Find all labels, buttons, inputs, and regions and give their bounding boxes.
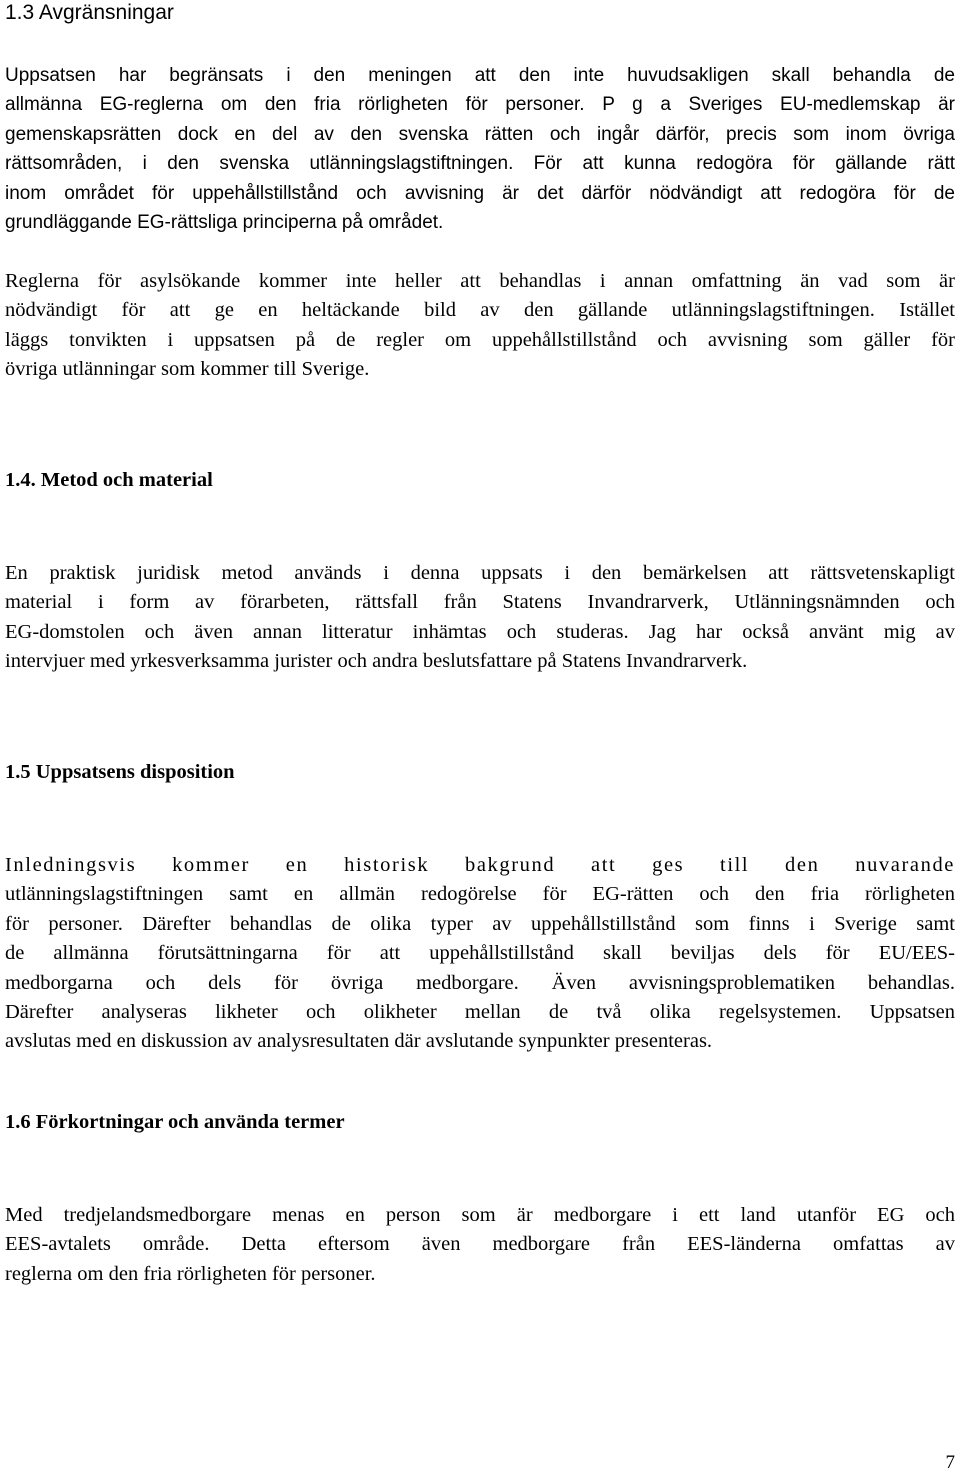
text-line: för personer. Därefter behandlas de olika typer av uppehållstillstånd som finns i Sverige samt xyxy=(5,912,955,935)
text-line: Inledningsvis kommer en historisk bakgrund att ges till den nuvarande xyxy=(5,854,955,876)
text-line: medborgarna och dels för övriga medborgare. Även avvisningsproblematiken behandlas. xyxy=(5,971,955,994)
paragraph-avgransningar-2 xyxy=(5,267,955,385)
text-line: grundläggande EG-rättsliga principerna på området. xyxy=(5,212,444,234)
text-line: Med tredjelandsmedborgare menas en person som är medborgare i ett land utanför EG och xyxy=(5,1204,955,1226)
section-heading-1-4: 1.4. Metod och material xyxy=(5,469,213,491)
text-line: Därefter analyseras likheter och olikheter mellan de två olika regelsystemen. Uppsatsen xyxy=(5,1001,955,1024)
section-heading-1-3: 1.3 Avgränsningar xyxy=(5,1,174,24)
text-line: avslutas med en diskussion av analysresultaten där avslutande synpunkter presenteras. xyxy=(5,1030,713,1053)
text-fragment: För att kunna redogöra för gällande rätt xyxy=(533,153,956,175)
text-line: allmänna EG-reglerna om den fria rörligheten för personer. P g a Sveriges EU-medlemskap är xyxy=(5,94,955,116)
text-line: övriga utlänningar som kommer till Sverige. xyxy=(5,358,370,381)
text-line: intervjuer med yrkesverksamma jurister och andra beslutsfattare på Statens Invandrarverk. xyxy=(5,650,748,673)
page-number: 7 xyxy=(945,1452,955,1473)
text-line: Reglerna för asylsökande kommer inte heller att behandlas i annan omfattning än vad som är xyxy=(5,270,955,292)
text-line: reglerna om den fria rörligheten för personer. xyxy=(5,1262,376,1285)
section-heading-1-5: 1.5 Uppsatsens disposition xyxy=(5,761,235,783)
paragraph-forkortningar xyxy=(5,1201,955,1289)
section-heading-1-6: 1.6 Förkortningar och använda termer xyxy=(5,1111,345,1133)
text-line: utlänningslagstiftningen samt en allmän redogörelse för EG-rätten och den fria rörligheten xyxy=(5,883,955,906)
text-line: inom området för uppehållstillstånd och avvisning är det därför nödvändigt att redogöra för de xyxy=(5,182,955,204)
paragraph-disposition xyxy=(5,851,955,1057)
text-line: EG-domstolen och även annan litteratur inhämtas och studeras. Jag har också använt mig av xyxy=(5,620,955,643)
text-line: EES-avtalets område. Detta eftersom även medborgare från EES-länderna omfattas av xyxy=(5,1233,955,1256)
text-line: En praktisk juridisk metod används i denna uppsats i den bemärkelsen att rättsvetenskapligt xyxy=(5,562,955,584)
paragraph-metod xyxy=(5,559,955,677)
text-line: de allmänna förutsättningarna för att uppehållstillstånd skall beviljas dels för EU/EES- xyxy=(5,942,955,965)
text-line-mixed xyxy=(5,149,955,178)
text-line: material i form av förarbeten, rättsfall från Statens Invandrarverk, Utlänningsnämnden och xyxy=(5,591,955,614)
text-line: gemenskapsrätten dock en del av den svenska rätten och ingår därför, precis som inom övriga xyxy=(5,123,955,145)
paragraph-avgransningar-1 xyxy=(5,61,955,237)
text-line: Uppsatsen har begränsats i den meningen att den inte huvudsakligen skall behandla de xyxy=(5,65,955,86)
text-fragment: rättsområden, i den svenska utlänningslagstiftningen. xyxy=(5,153,514,175)
text-line: läggs tonvikten i uppsatsen på de regler om uppehållstillstånd och avvisning som gäller för xyxy=(5,328,955,351)
text-line: nödvändigt för att ge en heltäckande bild av den gällande utlänningslagstiftningen. Istället xyxy=(5,299,955,322)
